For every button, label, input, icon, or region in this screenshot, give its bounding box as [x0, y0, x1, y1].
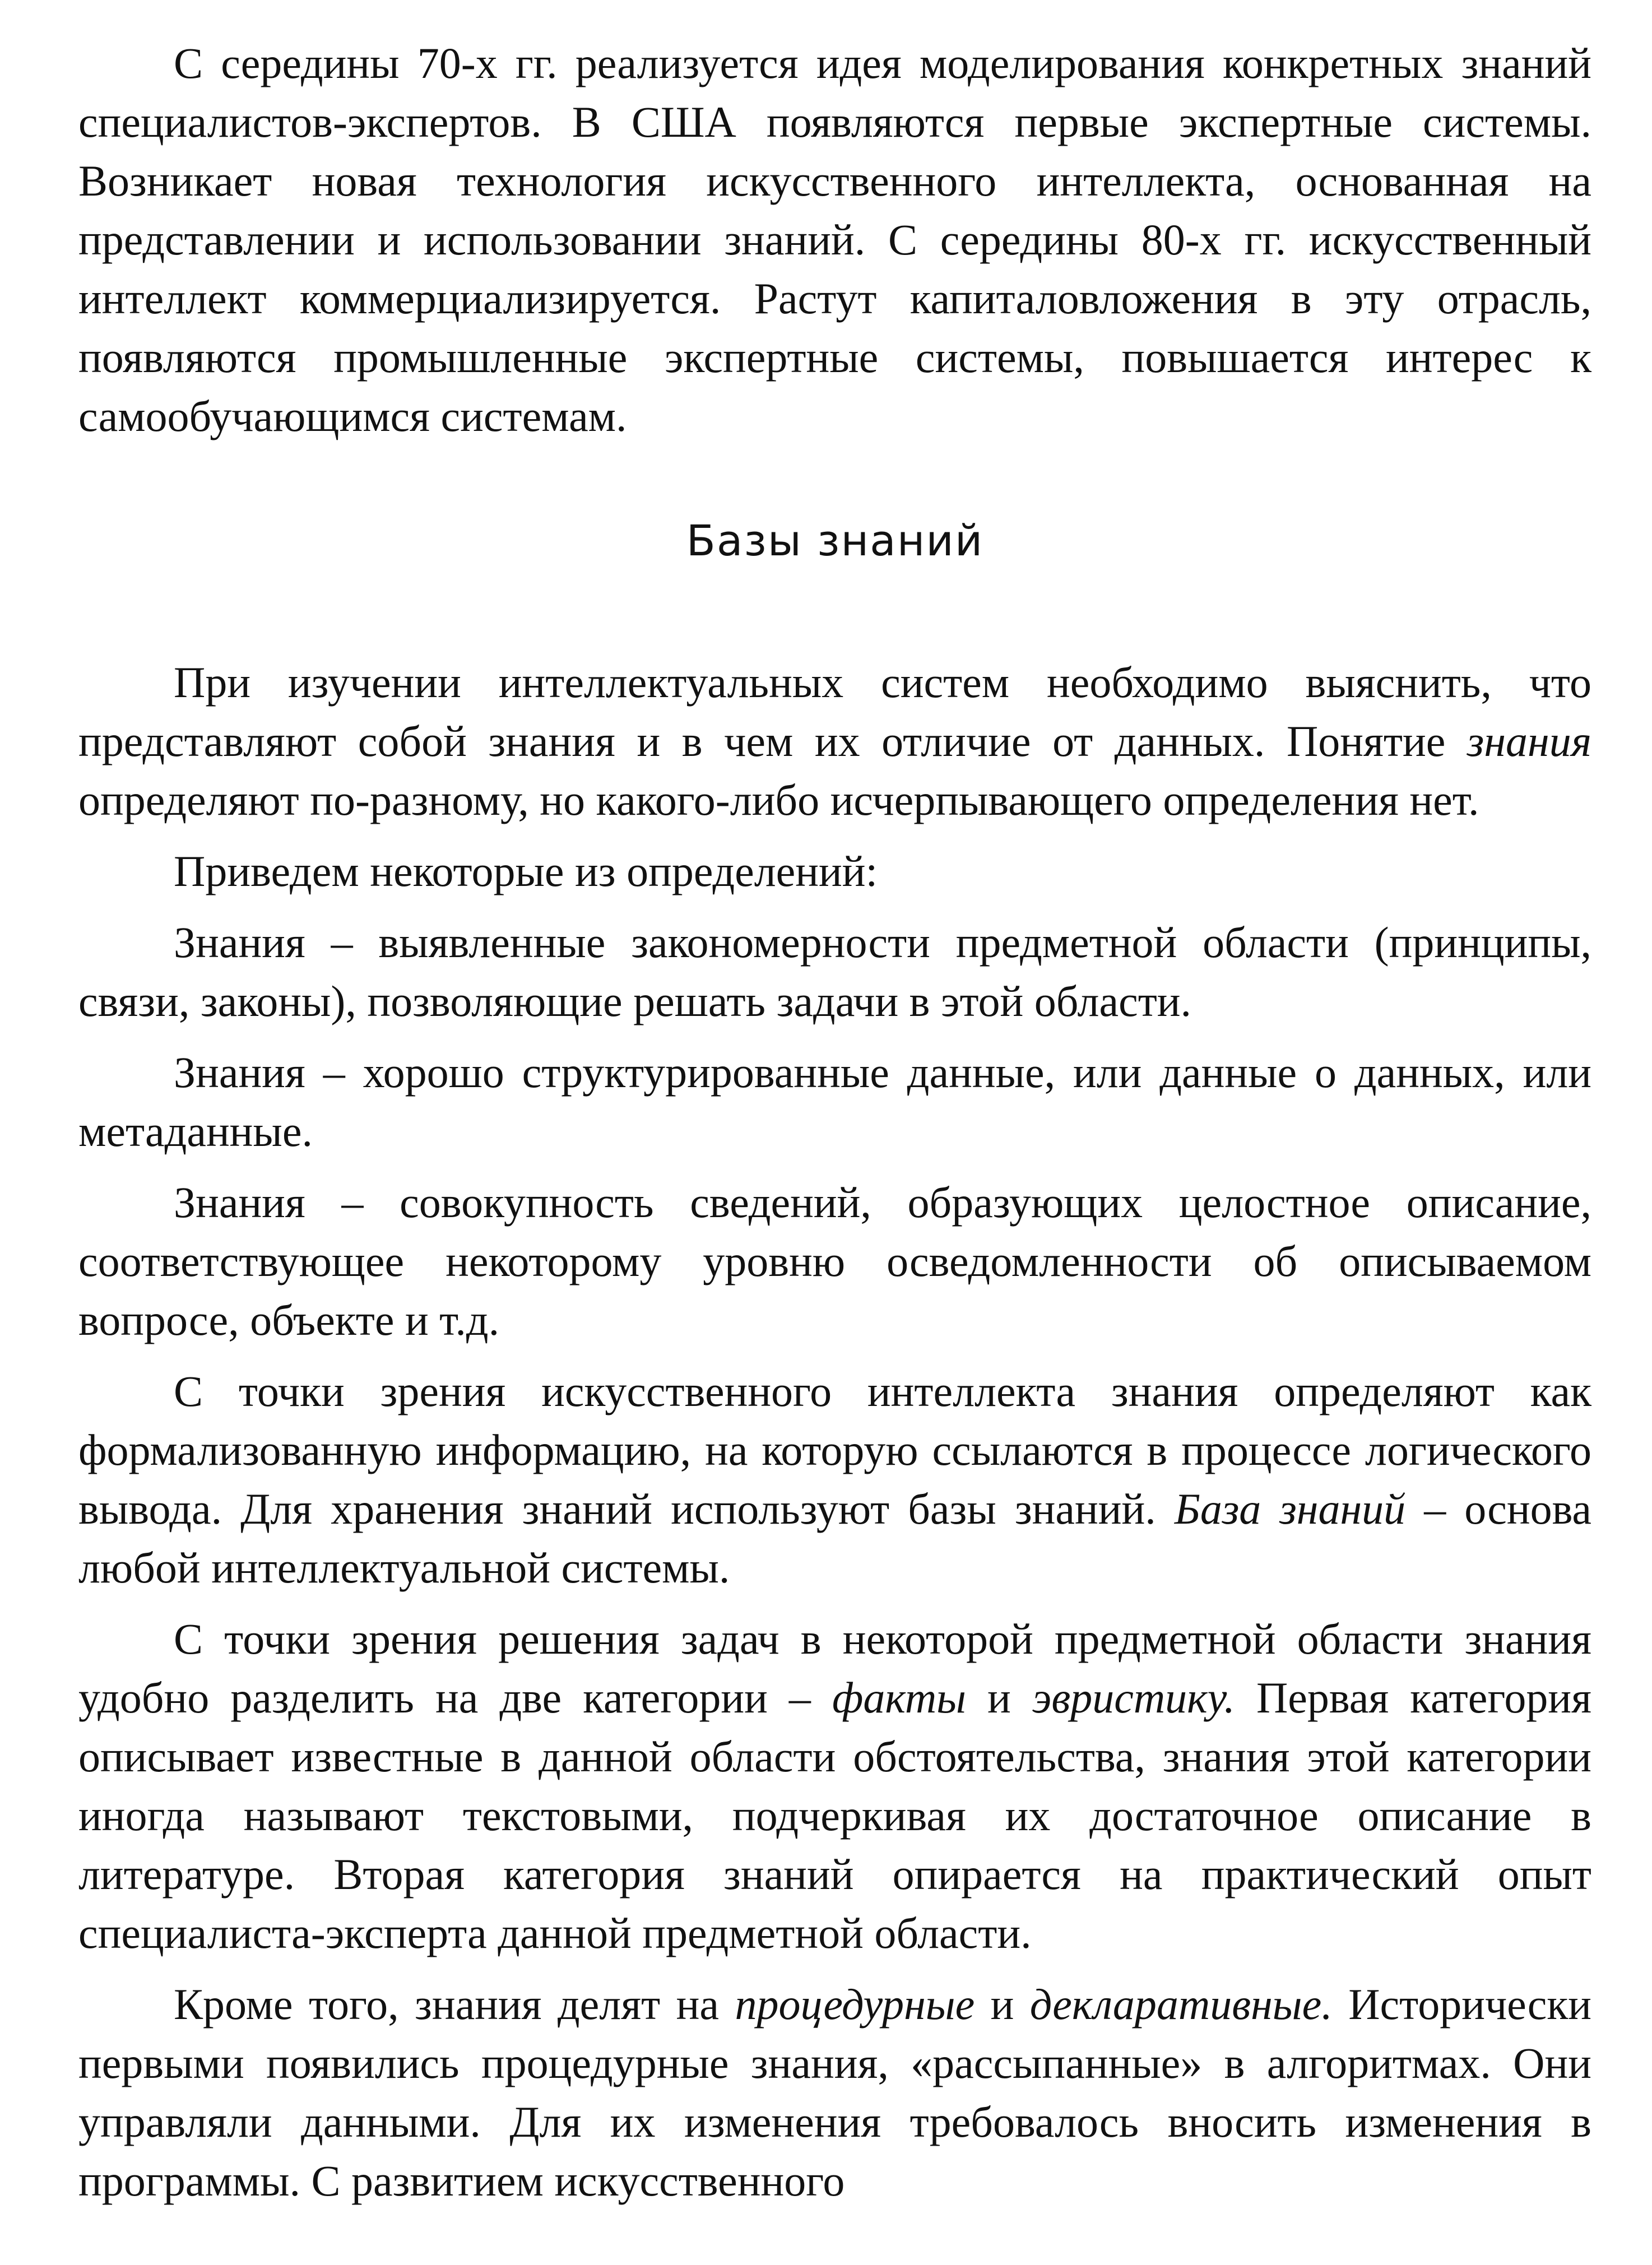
text-run: – основа любой интеллектуальной системы. — [78, 1484, 1591, 1592]
paragraph-ai-view — [78, 1362, 1591, 1597]
text-run: Кроме того, знания делят на — [174, 1980, 735, 2029]
paragraph-definition-1: Знания – выявленные закономерности предметной области (принципы, связи, законы), позволяющие решать задачи в этой области. — [78, 918, 1591, 1025]
text-run: С точки зрения решения задач в некоторой предметной области знания удобно разделить на две категории – — [78, 1614, 1591, 1722]
paragraph-knowledge-definition-intro — [78, 653, 1591, 829]
emphasis-term: эвристику. — [1032, 1673, 1235, 1722]
emphasis-term: знания — [1467, 717, 1591, 765]
paragraph-definition-2: Знания – хорошо структурированные данные, или данные о данных, или метаданные. — [78, 1048, 1591, 1155]
text-run: Исторически первыми появились процедурные знания, «рассыпанные» в алгоритмах. Они управляли данными. Для их изменения требовалось вносить изменения в программы. С развитием искусственного — [78, 1980, 1591, 2205]
text-run: При изучении интеллектуальных систем необходимо выяснить, что представляют собой знания и в чем их отличие от данных. Понятие — [78, 658, 1591, 765]
text-run: С точки зрения искусственного интеллекта знания определяют как формализованную информацию, на которую ссылаются в процессе логического вывода. Для хранения знаний используют базы знаний. — [78, 1367, 1591, 1533]
text-run: и — [966, 1673, 1032, 1722]
emphasis-term: факты — [832, 1673, 967, 1722]
intro-paragraph: С середины 70-х гг. реализуется идея моделирования конкретных знаний специалистов-экспертов. В США появляются первые экспертные системы. Возникает новая технология искусственного интеллекта, основанная на представлении и использовании знаний. С середины 80-х гг. искусственный интеллект коммерциализируется. Растут капиталовложения в эту отрасль, появляются промышленные экспертные системы, повышается интерес к самообучающимся системам. — [78, 39, 1591, 440]
paragraph-procedural-declarative — [78, 1975, 1591, 2210]
text-run: и — [975, 1980, 1030, 2029]
text-run: определяют по-разному, но какого-либо исчерпывающего определения нет. — [78, 776, 1479, 824]
emphasis-term: База знаний — [1174, 1484, 1406, 1533]
paragraph-categories — [78, 1609, 1591, 1962]
section-heading: Базы знаний — [686, 516, 984, 565]
text-run: Первая категория описывает известные в данной области обстоятельства, знания этой категории иногда называют текстовыми, подчеркивая их достаточное описание в литературе. Вторая категория знаний опирается на практический опыт специалиста-эксперта данной предметной области. — [78, 1673, 1591, 1957]
emphasis-term: процедурные — [735, 1980, 975, 2029]
book-page — [78, 34, 1591, 2241]
emphasis-term: декларативные. — [1029, 1980, 1333, 2029]
paragraph-definition-3: Знания – совокупность сведений, образующих целостное описание, соответствующее некоторому уровню осведомленности об описываемом вопросе, объекте и т.д. — [78, 1178, 1591, 1344]
paragraph-definitions-lead: Приведем некоторые из определений: — [174, 847, 878, 895]
